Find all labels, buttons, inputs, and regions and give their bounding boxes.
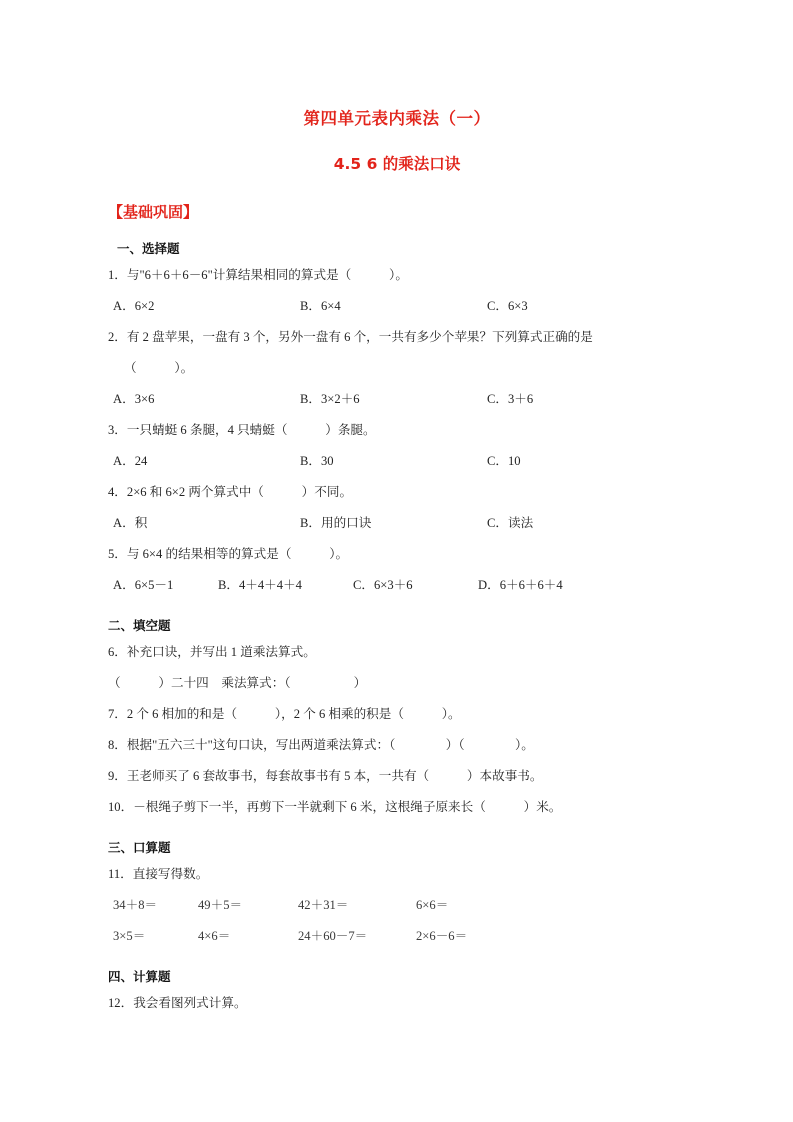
question-1-text: 1．与"6＋6＋6－6"计算结果相同的算式是（ ）。: [108, 268, 408, 282]
section-heading-fill: 二、填空题: [108, 618, 171, 633]
oral-calc-item[interactable]: 34＋8＝: [113, 898, 158, 912]
option-3b[interactable]: B．30: [300, 454, 334, 468]
question-4-options: [108, 508, 686, 539]
question-11-text: 11．直接写得数。: [108, 867, 209, 881]
section-heading-choice: 一、选择题: [117, 241, 180, 256]
oral-calc-item[interactable]: 2×6－6＝: [416, 929, 468, 943]
oral-calc-item[interactable]: 6×6＝: [416, 898, 449, 912]
section-heading-compute: 四、计算题: [108, 969, 171, 984]
option-1c[interactable]: C．6×3: [487, 299, 528, 313]
oral-calc-item[interactable]: 24＋60－7＝: [298, 929, 368, 943]
section-heading-oral: 三、口算题: [108, 840, 171, 855]
oral-calc-row-1: [108, 890, 686, 921]
question-2-text: 2．有 2 盘苹果，一盘有 3 个，另外一盘有 6 个，一共有多少个苹果？下列算式正确的是: [108, 330, 593, 344]
option-4b[interactable]: B．用的口诀: [300, 516, 372, 530]
oral-calc-item[interactable]: 3×5＝: [113, 929, 146, 943]
oral-calc-item[interactable]: 42＋31＝: [298, 898, 349, 912]
question-5-options: [108, 570, 686, 601]
question-2-text-continued: （ ）。: [124, 361, 194, 375]
question-5-text: 5．与 6×4 的结果相等的算式是（ ）。: [108, 547, 349, 561]
oral-calc-item[interactable]: 4×6＝: [198, 929, 231, 943]
option-5d[interactable]: D．6＋6＋6＋4: [478, 578, 563, 592]
page-title: 第四单元表内乘法（一）: [303, 109, 491, 128]
option-4a[interactable]: A．积: [113, 516, 148, 530]
option-2a[interactable]: A．3×6: [113, 392, 155, 406]
question-12-text: 12．我会看图列式计算。: [108, 996, 247, 1010]
question-3-options: [108, 446, 686, 477]
option-3c[interactable]: C．10: [487, 454, 521, 468]
option-4c[interactable]: C．读法: [487, 516, 534, 530]
option-5a[interactable]: A．6×5－1: [113, 578, 174, 592]
option-5b[interactable]: B．4＋4＋4＋4: [218, 578, 302, 592]
question-7-text[interactable]: 7．2 个 6 相加的和是（ ），2 个 6 相乘的积是（ ）。: [108, 707, 461, 721]
question-1-options: [108, 291, 686, 322]
question-4-text: 4．2×6 和 6×2 两个算式中（ ）不同。: [108, 485, 353, 499]
option-2b[interactable]: B．3×2＋6: [300, 392, 360, 406]
option-1a[interactable]: A．6×2: [113, 299, 155, 313]
question-10-text[interactable]: 10．－根绳子剪下一半，再剪下一半就剩下 6 米，这根绳子原来长（ ）米。: [108, 800, 562, 814]
part-heading: 【基础巩固】: [108, 203, 199, 221]
question-9-text[interactable]: 9．王老师买了 6 套故事书，每套故事书有 5 本，一共有（ ）本故事书。: [108, 769, 543, 783]
question-2-options: [108, 384, 686, 415]
document-content: [108, 96, 686, 1019]
oral-calc-row-2: [108, 921, 686, 952]
oral-calc-item[interactable]: 49＋5＝: [198, 898, 243, 912]
question-3-text: 3．一只蜻蜓 6 条腿，4 只蜻蜓（ ）条腿。: [108, 423, 376, 437]
question-8-text[interactable]: 8．根据"五六三十"这句口诀，写出两道乘法算式：（ ）（ ）。: [108, 738, 534, 752]
option-1b[interactable]: B．6×4: [300, 299, 341, 313]
option-2c[interactable]: C．3＋6: [487, 392, 534, 406]
question-6-blank-line[interactable]: （ ）二十四 乘法算式：（ ）: [108, 676, 367, 690]
page-subtitle: 4.5 6 的乘法口诀: [333, 155, 461, 173]
question-6-text: 6．补充口诀，并写出 1 道乘法算式。: [108, 645, 316, 659]
option-5c[interactable]: C．6×3＋6: [353, 578, 413, 592]
option-3a[interactable]: A．24: [113, 454, 148, 468]
